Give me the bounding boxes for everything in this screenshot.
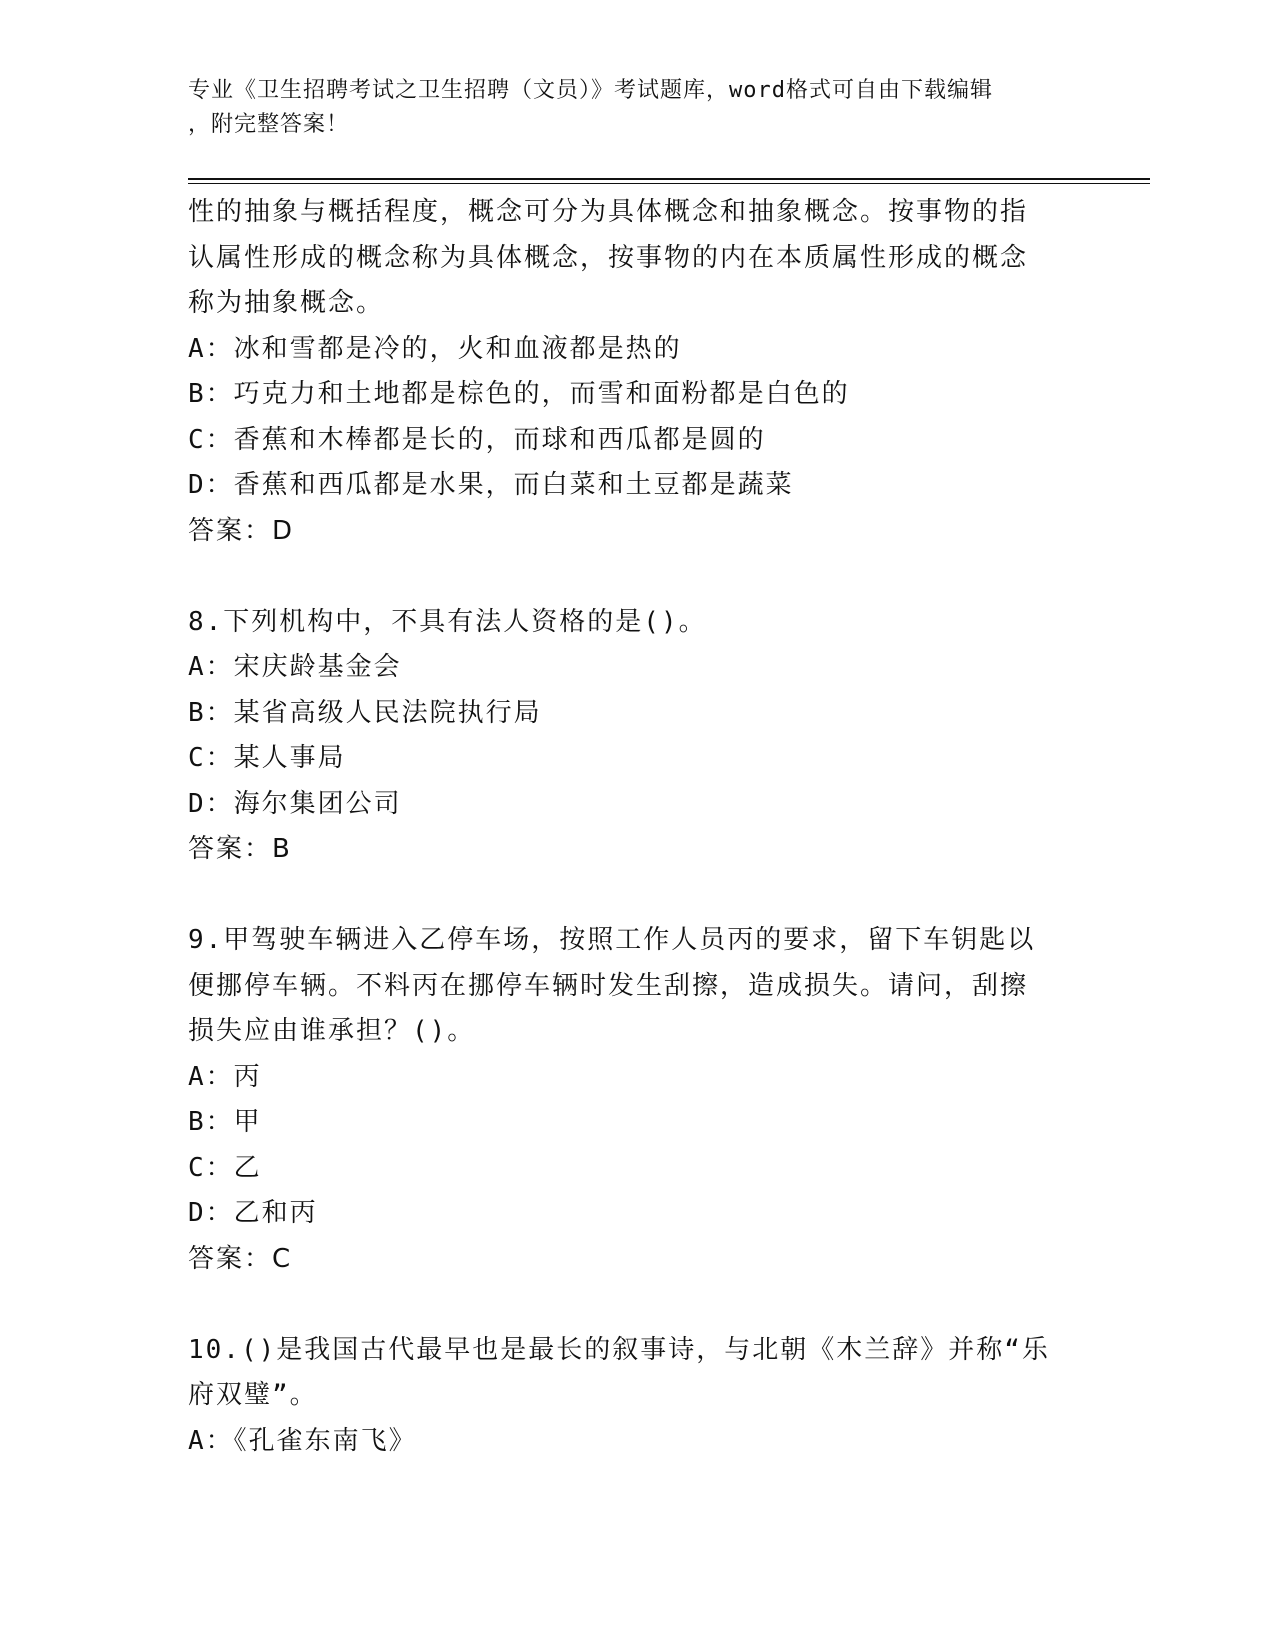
answer: 答案：C xyxy=(188,1243,293,1274)
question-8 xyxy=(188,600,1058,873)
spacer xyxy=(188,554,1058,600)
question-10 xyxy=(188,1328,1058,1465)
question-9 xyxy=(188,918,1058,1282)
question-text-line: 9.甲驾驶车辆进入乙停车场，按照工作人员丙的要求，留下车钥匙以 xyxy=(188,925,1036,955)
option-d: D：香蕉和西瓜都是水果，而白菜和土豆都是蔬菜 xyxy=(188,470,794,500)
header-divider-thin xyxy=(188,183,1150,184)
document-body xyxy=(188,190,1058,1464)
question-text-line: 损失应由谁承担？()。 xyxy=(188,1016,476,1046)
option-d: D：乙和丙 xyxy=(188,1198,318,1228)
option-d: D：海尔集团公司 xyxy=(188,788,402,819)
question-text-line: 便挪停车辆。不料丙在挪停车辆时发生刮擦，造成损失。请问，刮擦 xyxy=(188,970,1029,1001)
spacer xyxy=(188,873,1058,919)
option-b: B：某省高级人民法院执行局 xyxy=(188,697,542,728)
option-c: C：某人事局 xyxy=(188,743,346,773)
question-text-line: 性的抽象与概括程度，概念可分为具体概念和抽象概念。按事物的指 xyxy=(188,197,1029,227)
question-text-line: 10.()是我国古代最早也是最长的叙事诗，与北朝《木兰辞》并称“乐 xyxy=(188,1334,1050,1365)
option-a: A：冰和雪都是冷的，火和血液都是热的 xyxy=(188,333,682,364)
question-text-line: 府双璧”。 xyxy=(188,1380,318,1410)
option-a: A：《孔雀东南飞》 xyxy=(188,1425,417,1456)
option-a: A：宋庆龄基金会 xyxy=(188,652,402,682)
question-text-line: 8.下列机构中，不具有法人资格的是()。 xyxy=(188,606,707,637)
question-text-line: 认属性形成的概念称为具体概念，按事物的内在本质属性形成的概念 xyxy=(188,242,1029,273)
spacer xyxy=(188,1282,1058,1328)
header-divider-thick xyxy=(188,178,1150,180)
header-line-2: ，附完整答案！ xyxy=(188,112,350,137)
answer: 答案：B xyxy=(188,834,292,864)
option-a: A：丙 xyxy=(188,1061,262,1092)
option-c: C：乙 xyxy=(188,1152,262,1183)
option-b: B：甲 xyxy=(188,1107,262,1137)
document-header xyxy=(188,74,1068,142)
question-7 xyxy=(188,190,1058,554)
question-text-line: 称为抽象概念。 xyxy=(188,288,385,318)
option-c: C：香蕉和木棒都是长的，而球和西瓜都是圆的 xyxy=(188,424,766,455)
option-b: B：巧克力和土地都是棕色的，而雪和面粉都是白色的 xyxy=(188,379,850,409)
header-line-1: 专业《卫生招聘考试之卫生招聘（文员）》考试题库，word格式可自由下载编辑 xyxy=(188,78,993,103)
answer: 答案：D xyxy=(188,515,295,546)
